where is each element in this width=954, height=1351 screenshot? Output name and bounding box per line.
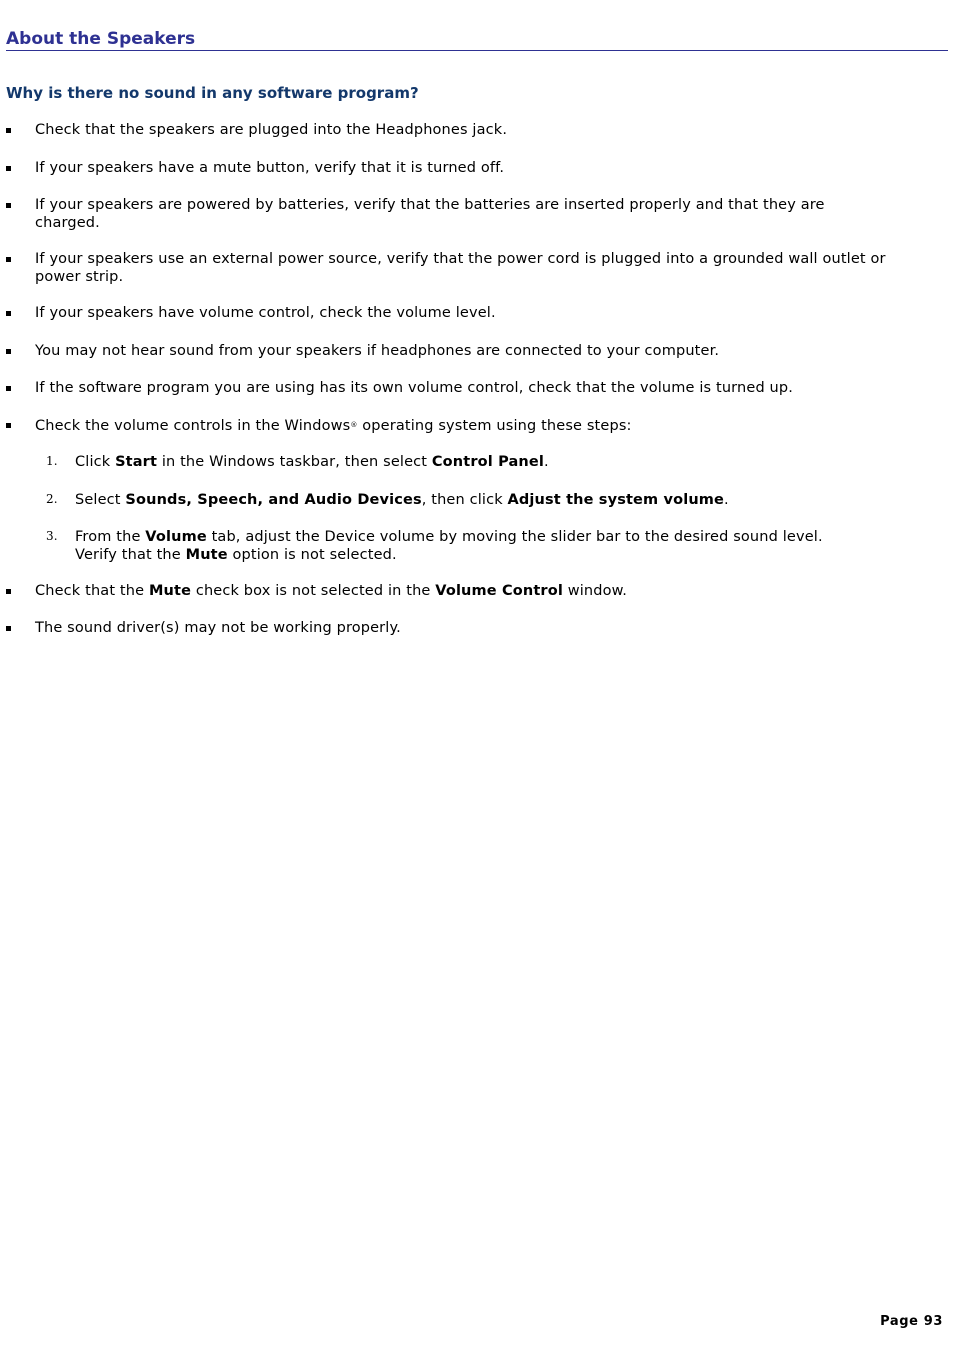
list-item-text: You may not hear sound from your speakers if headphones are connected to your computer.	[35, 343, 720, 359]
bullet-marker	[6, 257, 11, 262]
page-title: About the Speakers	[6, 29, 948, 51]
list-item-text: If your speakers are powered by batteries, verify that the batteries are inserted properly and that they are charged.	[35, 197, 825, 231]
step-text	[75, 491, 936, 509]
step-text-part: option is not selected.	[227, 547, 397, 563]
bullet-marker	[6, 166, 11, 171]
volume-bullet-text-end: operating system using these steps:	[357, 418, 632, 434]
list-item-text	[35, 416, 936, 435]
step-text-part: .	[724, 492, 729, 508]
bullet-marker	[6, 203, 11, 208]
list-item-text	[35, 582, 936, 600]
bullet-marker	[6, 589, 11, 594]
bullet-marker	[6, 626, 11, 631]
bullet-marker	[6, 349, 11, 354]
step-text-part: Select	[75, 492, 126, 508]
bullet-marker	[6, 386, 11, 391]
step-number: 1.	[46, 454, 58, 468]
step-number: 2.	[46, 492, 58, 506]
step-text-part: , then click	[421, 492, 508, 508]
list-item-emphasis: Volume Control	[435, 583, 563, 599]
list-item-text-part: check box is not selected in the	[191, 583, 436, 599]
registered-mark: ®	[350, 421, 358, 429]
list-item-text: If your speakers have a mute button, verify that it is turned off.	[35, 160, 505, 176]
section-heading: Why is there no sound in any software program?	[6, 84, 419, 102]
volume-bullet-text: Check the volume controls in the Windows	[35, 418, 351, 434]
step-emphasis: Sounds, Speech, and Audio Devices	[125, 492, 422, 508]
bullet-marker	[6, 311, 11, 316]
list-item-text-part: window.	[562, 583, 628, 599]
step-text	[75, 528, 936, 564]
page-number: Page 93	[880, 1314, 943, 1329]
list-item-text-part: Check that the	[35, 583, 149, 599]
bullet-marker	[6, 128, 11, 133]
step-emphasis: Adjust the system volume	[507, 492, 725, 508]
step-number: 3.	[46, 529, 58, 543]
step-text-part: From the	[75, 529, 146, 545]
step-text-part: in the Windows taskbar, then select	[157, 454, 432, 470]
step-text-part: .	[543, 454, 549, 470]
step-text-part: Verify that the	[75, 547, 186, 563]
step-emphasis: Start	[115, 454, 158, 470]
list-item-text: If the software program you are using has its own volume control, check that the volume is turned up.	[35, 380, 794, 396]
list-item-text: If your speakers use an external power source, verify that the power cord is plugged into a grounded wall outlet or power strip.	[35, 251, 886, 285]
step-text-part: Click	[75, 454, 116, 470]
step-emphasis: Volume	[145, 529, 207, 545]
list-item-text: The sound driver(s) may not be working properly.	[35, 620, 401, 636]
step-emphasis: Control Panel	[431, 454, 544, 470]
list-item-text: If your speakers have volume control, check the volume level.	[35, 305, 496, 321]
step-emphasis: Mute	[185, 547, 228, 563]
step-text-part: tab, adjust the Device volume by moving the slider bar to the desired sound level.	[206, 529, 823, 545]
list-item-text: Check that the speakers are plugged into the Headphones jack.	[35, 122, 508, 138]
step-text	[75, 453, 936, 471]
bullet-marker	[6, 423, 11, 428]
list-item-emphasis: Mute	[148, 583, 192, 599]
